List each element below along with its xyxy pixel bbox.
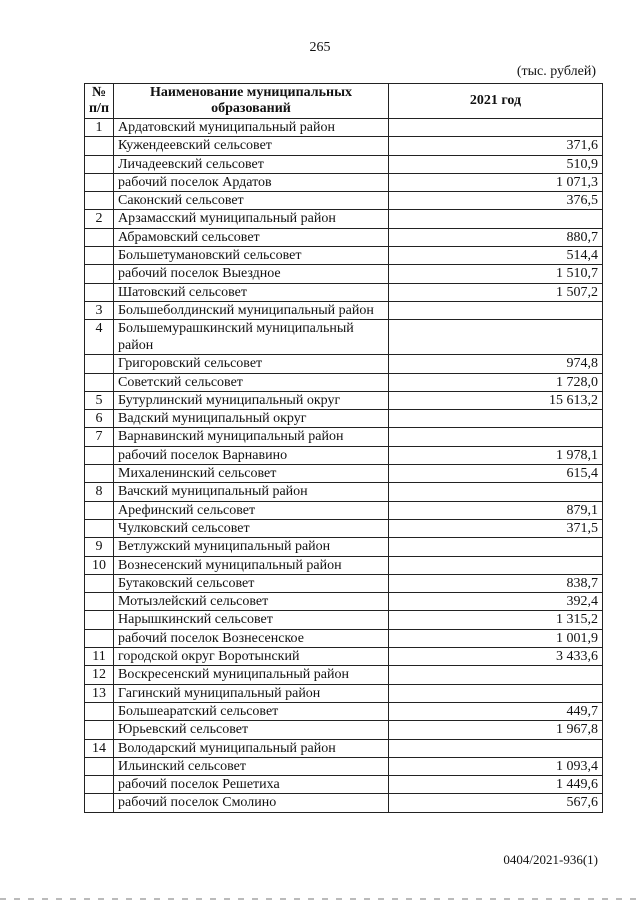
table-row xyxy=(85,391,603,409)
row-name: Воскресенский муниципальный район xyxy=(114,666,389,684)
table-row xyxy=(85,684,603,702)
row-name: рабочий поселок Ардатов xyxy=(114,173,389,191)
row-value: 449,7 xyxy=(389,702,603,720)
page-number: 265 xyxy=(309,40,331,55)
row-number xyxy=(85,247,114,265)
row-number: 4 xyxy=(85,320,114,355)
units-label: (тыс. рублей) xyxy=(516,64,596,79)
table-row xyxy=(85,210,603,228)
table-row xyxy=(85,119,603,137)
row-value xyxy=(389,210,603,228)
row-value xyxy=(389,483,603,501)
row-name: рабочий поселок Смолино xyxy=(114,794,389,812)
row-value xyxy=(389,428,603,446)
table-row xyxy=(85,301,603,319)
table-row xyxy=(85,629,603,647)
row-number xyxy=(85,519,114,537)
row-name: рабочий поселок Варнавино xyxy=(114,446,389,464)
row-value: 567,6 xyxy=(389,794,603,812)
table-row xyxy=(85,538,603,556)
row-name: Варнавинский муниципальный район xyxy=(114,428,389,446)
table-row xyxy=(85,776,603,794)
row-value: 615,4 xyxy=(389,465,603,483)
row-number xyxy=(85,265,114,283)
table-row xyxy=(85,611,603,629)
row-value xyxy=(389,119,603,137)
row-number xyxy=(85,574,114,592)
row-number: 2 xyxy=(85,210,114,228)
row-value: 371,5 xyxy=(389,519,603,537)
row-name: Гагинский муниципальный район xyxy=(114,684,389,702)
table-row xyxy=(85,739,603,757)
table-row xyxy=(85,373,603,391)
row-number: 1 xyxy=(85,119,114,137)
row-value: 879,1 xyxy=(389,501,603,519)
row-name: Большеболдинский муниципальный район xyxy=(114,301,389,319)
row-value: 3 433,6 xyxy=(389,648,603,666)
row-value: 15 613,2 xyxy=(389,391,603,409)
row-value xyxy=(389,739,603,757)
table-header-row xyxy=(85,84,603,119)
row-number xyxy=(85,611,114,629)
row-name: рабочий поселок Вознесенское xyxy=(114,629,389,647)
row-number: 7 xyxy=(85,428,114,446)
row-number: 9 xyxy=(85,538,114,556)
row-number xyxy=(85,137,114,155)
row-number xyxy=(85,721,114,739)
row-value: 974,8 xyxy=(389,355,603,373)
row-value xyxy=(389,666,603,684)
row-value xyxy=(389,684,603,702)
row-number: 5 xyxy=(85,391,114,409)
row-value: 392,4 xyxy=(389,593,603,611)
row-name: Шатовский сельсовет xyxy=(114,283,389,301)
row-number xyxy=(85,776,114,794)
municipal-funding-table xyxy=(84,83,603,813)
row-name: Вачский муниципальный район xyxy=(114,483,389,501)
row-number xyxy=(85,702,114,720)
row-number xyxy=(85,192,114,210)
row-number xyxy=(85,593,114,611)
row-name: Вадский муниципальный округ xyxy=(114,410,389,428)
table-row xyxy=(85,757,603,775)
scan-edge-line xyxy=(0,898,640,900)
row-value: 1 449,6 xyxy=(389,776,603,794)
row-number xyxy=(85,283,114,301)
row-name: Большетумановский сельсовет xyxy=(114,247,389,265)
row-name: Кужендеевский сельсовет xyxy=(114,137,389,155)
row-number: 13 xyxy=(85,684,114,702)
row-value: 1 093,4 xyxy=(389,757,603,775)
row-name: Нарышкинский сельсовет xyxy=(114,611,389,629)
row-value: 1 315,2 xyxy=(389,611,603,629)
row-number: 3 xyxy=(85,301,114,319)
row-name: рабочий поселок Выездное xyxy=(114,265,389,283)
row-name: Михаленинский сельсовет xyxy=(114,465,389,483)
table-row xyxy=(85,155,603,173)
row-number: 6 xyxy=(85,410,114,428)
table-row xyxy=(85,721,603,739)
row-number xyxy=(85,629,114,647)
row-number xyxy=(85,373,114,391)
table-row xyxy=(85,574,603,592)
row-value: 514,4 xyxy=(389,247,603,265)
row-number xyxy=(85,446,114,464)
row-value xyxy=(389,410,603,428)
row-number xyxy=(85,501,114,519)
row-name: Юрьевский сельсовет xyxy=(114,721,389,739)
table-row xyxy=(85,666,603,684)
table-row xyxy=(85,265,603,283)
row-name: Ветлужский муниципальный район xyxy=(114,538,389,556)
table-row xyxy=(85,320,603,355)
table-row xyxy=(85,247,603,265)
table-row xyxy=(85,794,603,812)
header-number: № п/п xyxy=(85,84,114,119)
table-row xyxy=(85,355,603,373)
row-name: Бутурлинский муниципальный округ xyxy=(114,391,389,409)
row-value: 1 507,2 xyxy=(389,283,603,301)
row-name: Советский сельсовет xyxy=(114,373,389,391)
row-value xyxy=(389,556,603,574)
row-number xyxy=(85,173,114,191)
row-number xyxy=(85,228,114,246)
row-name: Григоровский сельсовет xyxy=(114,355,389,373)
row-name: Бутаковский сельсовет xyxy=(114,574,389,592)
table-body xyxy=(85,119,603,813)
row-number xyxy=(85,155,114,173)
row-name: Личадеевский сельсовет xyxy=(114,155,389,173)
row-number: 11 xyxy=(85,648,114,666)
row-name: Саконский сельсовет xyxy=(114,192,389,210)
table-row xyxy=(85,428,603,446)
row-name: Арзамасский муниципальный район xyxy=(114,210,389,228)
row-name: Чулковский сельсовет xyxy=(114,519,389,537)
row-name: Арефинский сельсовет xyxy=(114,501,389,519)
row-value: 1 967,8 xyxy=(389,721,603,739)
row-value: 1 071,3 xyxy=(389,173,603,191)
row-name: Большеаратский сельсовет xyxy=(114,702,389,720)
row-number xyxy=(85,757,114,775)
row-value: 510,9 xyxy=(389,155,603,173)
row-name: Мотызлейский сельсовет xyxy=(114,593,389,611)
table-row xyxy=(85,446,603,464)
row-name: Ильинский сельсовет xyxy=(114,757,389,775)
header-year: 2021 год xyxy=(389,84,603,119)
row-value: 371,6 xyxy=(389,137,603,155)
row-value: 1 001,9 xyxy=(389,629,603,647)
row-number: 14 xyxy=(85,739,114,757)
row-number xyxy=(85,355,114,373)
row-value: 1 510,7 xyxy=(389,265,603,283)
row-name: Вознесенский муниципальный район xyxy=(114,556,389,574)
table-row xyxy=(85,137,603,155)
row-value xyxy=(389,301,603,319)
row-number xyxy=(85,465,114,483)
table-row xyxy=(85,648,603,666)
row-number: 8 xyxy=(85,483,114,501)
table-row xyxy=(85,465,603,483)
table-row xyxy=(85,483,603,501)
table-row xyxy=(85,593,603,611)
row-number: 12 xyxy=(85,666,114,684)
table-row xyxy=(85,702,603,720)
table-row xyxy=(85,410,603,428)
row-value xyxy=(389,320,603,355)
row-value: 838,7 xyxy=(389,574,603,592)
row-value xyxy=(389,538,603,556)
row-number xyxy=(85,794,114,812)
document-code: 0404/2021-936(1) xyxy=(503,852,598,867)
row-name: Володарский муниципальный район xyxy=(114,739,389,757)
table-row xyxy=(85,283,603,301)
row-value: 1 978,1 xyxy=(389,446,603,464)
table-row xyxy=(85,173,603,191)
row-value: 1 728,0 xyxy=(389,373,603,391)
row-name: рабочий поселок Решетиха xyxy=(114,776,389,794)
row-name: Большемурашкинский муниципальный район xyxy=(114,320,389,355)
table-row xyxy=(85,519,603,537)
row-name: городской округ Воротынский xyxy=(114,648,389,666)
row-name: Абрамовский сельсовет xyxy=(114,228,389,246)
table-row xyxy=(85,501,603,519)
table-row xyxy=(85,228,603,246)
table-row xyxy=(85,192,603,210)
row-value: 376,5 xyxy=(389,192,603,210)
table-row xyxy=(85,556,603,574)
header-name: Наименование муниципальных образований xyxy=(114,84,389,119)
row-name: Ардатовский муниципальный район xyxy=(114,119,389,137)
row-number: 10 xyxy=(85,556,114,574)
row-value: 880,7 xyxy=(389,228,603,246)
